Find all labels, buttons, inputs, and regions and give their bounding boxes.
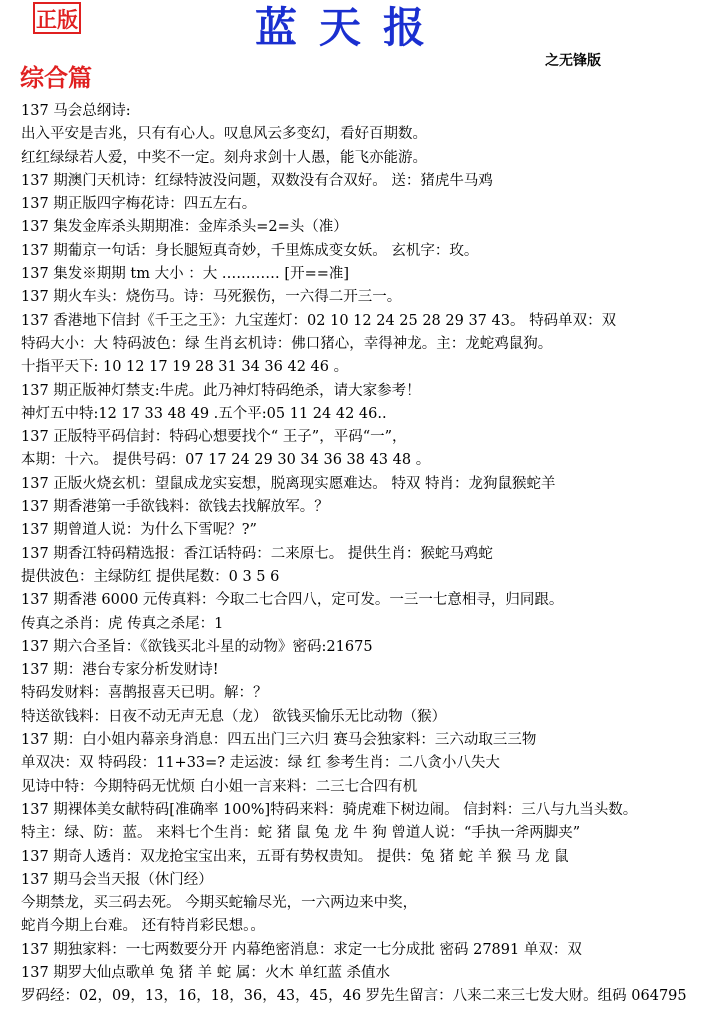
edition-badge: 正版 [33,2,81,34]
newspaper-title: 蓝天报 [254,3,447,52]
text-line: 137 期六合圣旨：《欲钱买北斗星的动物》密码:21675 [21,638,373,655]
text-line: 红红绿绿若人爱，中奖不一定。刻舟求剑十人愚，能飞亦能游。 [21,149,427,166]
edition-label: 之无锋版 [545,53,601,69]
text-line: 137 期奇人透肖：双龙抢宝宝出来，五哥有势权贵知。 提供：兔 猪 蛇 羊 猴 马 龙 鼠 [21,848,569,865]
text-line: 137 期火车头：烧伤马。诗：马死猴伤，一六得二开三一。 [21,289,402,306]
text-line: 罗码经：02，09，13，16，18，36，43，45，46 罗先生留言：八来二来三七发大财。组码 064795 [21,988,687,1005]
text-line: 提供波色：主绿防红 提供尾数：0 3 5 6 [21,568,280,585]
text-line: 137 期正版四字梅花诗：四五左右。 [21,196,257,213]
text-line: 137 期裸体美女献特码[准确率 100%]特码来料：骑虎难下树边闹。 信封料：三八与九当头数。 [21,801,638,818]
text-line: 见诗中特：今期特码无忧烦 白小姐一言来料：二三七合四有机 [21,778,418,795]
section-heading: 综合篇 [20,63,92,92]
text-line: 单双决：双 特码段：11+33=? 走运波：绿 红 参考生肖：二八贪小八失大 [21,755,500,772]
text-line: 137 马会总纲诗: [21,103,131,119]
text-line: 神灯五中特:12 17 33 48 49 .五个平:05 11 24 42 46.. [21,405,387,422]
text-line: 本期：十六。 提供号码：07 17 24 29 30 34 36 38 43 48 。 [21,452,431,469]
text-line: 137 期：港台专家分析发财诗! [21,662,219,679]
text-line: 特码发财料：喜鹊报喜天已明。解：？ [21,685,268,702]
text-line: 137 正版特平码信封：特码心想要找个“ 王子”，平码“一”， [21,429,407,446]
text-line: 出入平安是吉兆，只有有心人。叹息风云多变幻，看好百期数。 [21,126,427,143]
text-line: 137 期香江特码精选报：香江话特码：二来原七。 提供生肖：猴蛇马鸡蛇 [21,545,493,562]
text-line: 137 期澳门天机诗：红绿特波没问题，双数没有合双好。 送：猪虎牛马鸡 [21,172,493,189]
text-line: 137 集发※期期 tm 大小 ：大 ………… [开==准] [21,266,350,283]
text-line: 137 期葡京一句话：身长腿短真奇妙，千里炼成变女妖。 玄机字：玫。 [21,242,479,259]
text-line: 137 期曾道人说：为什么下雪呢？?” [21,522,257,539]
text-line: 137 期香港 6000 元传真料：今取二七合四八，定可发。一三一七意相寻，归同跟。 [21,592,564,609]
text-line: 传真之杀肖：虎 传真之杀尾：1 [21,615,224,632]
text-line: 137 期罗大仙点歌单 兔 猪 羊 蛇 属：火木 单红蓝 杀值水 [21,964,391,981]
text-line: 今期禁龙，买三码去死。 今期买蛇输尽光，一六两边来中奖， [21,895,418,912]
text-line: 137 正版火烧玄机：望鼠成龙实妄想，脱离现实愿难达。 特双 特肖：龙狗鼠猴蛇羊 [21,475,556,492]
text-line: 137 期独家料：一七两数要分开 内幕绝密消息：求定一七分成批 密码 27891 单双：双 [21,941,582,958]
text-line: 137 集发金库杀头期期准：金库杀头=2=头（准） [21,219,348,236]
text-line: 137 期正版神灯禁支:牛虎。此乃神灯特码绝杀，请大家参考！ [21,382,421,399]
text-line: 特主：绿、防：蓝。 来料七个生肖：蛇 猪 鼠 兔 龙 牛 狗 曾道人说：“手执一斧两脚夹” [21,825,581,842]
text-line: 特送欲钱料：日夜不动无声无息（龙） 欲钱买愉乐无比动物（猴） [21,708,447,725]
text-line: 137 期香港第一手欲钱料：欲钱去找解放军。？ [21,499,329,516]
text-line: 十指平天下: 10 12 17 19 28 31 34 36 42 46 。 [21,359,349,376]
text-line: 蛇肖今期上台难。 还有特肖彩民想。。 [21,918,265,935]
text-line: 特码大小：大 特码波色：绿 生肖玄机诗：佛口猪心，幸得神龙。主：龙蛇鸡鼠狗。 [21,335,553,352]
text-line: 137 期马会当天报（休门经） [21,871,213,888]
text-line: 137 香港地下信封《千王之王》：九宝莲灯：02 10 12 24 25 28 29 37 43。 特码单双：双 [21,312,617,329]
article-lines [21,100,693,1009]
text-line: 137 期：白小姐内幕亲身消息：四五出门三六归 赛马会独家料：三六动取三三物 [21,732,537,749]
